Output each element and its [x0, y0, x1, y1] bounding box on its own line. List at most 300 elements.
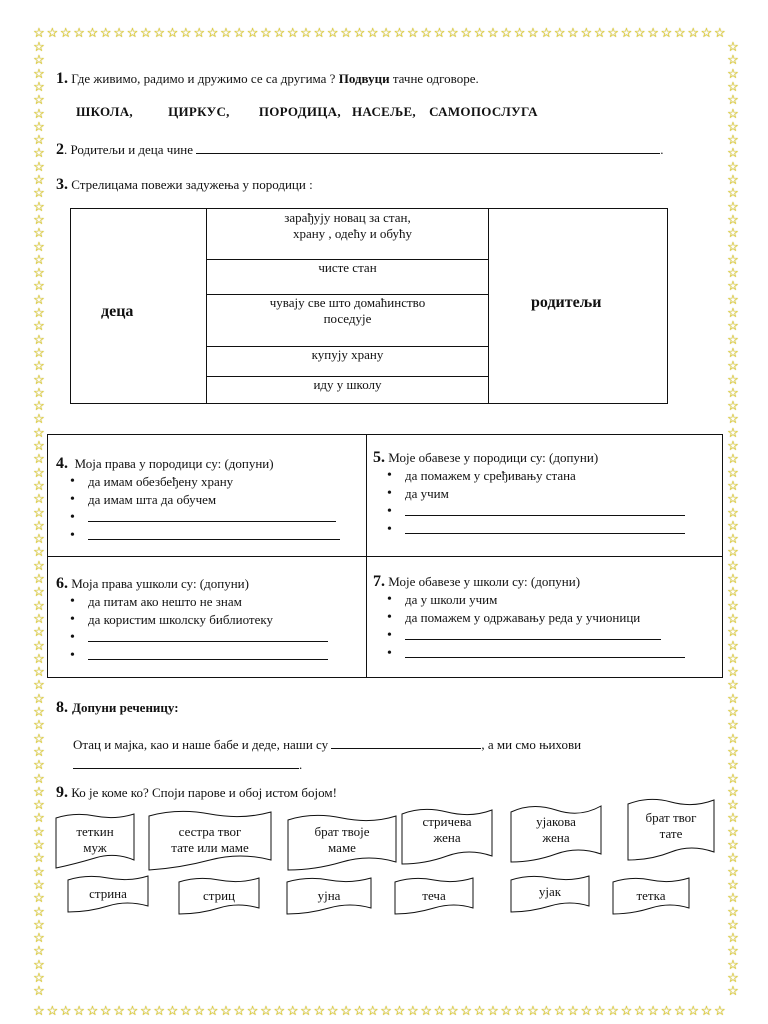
- star-icon: ☆: [33, 65, 45, 81]
- star-icon: ☆: [727, 850, 739, 866]
- star-icon: ☆: [540, 25, 553, 40]
- duty-row[interactable]: [207, 347, 488, 377]
- q1-option: НАСЕЉЕ,: [352, 104, 416, 119]
- q8-number: 8.: [56, 699, 68, 716]
- star-icon: ☆: [607, 25, 619, 40]
- star-icon: ☆: [33, 411, 45, 427]
- duty-row[interactable]: [207, 295, 488, 347]
- q8-sentence: [73, 735, 673, 775]
- star-icon: ☆: [260, 25, 272, 40]
- star-icon: ☆: [513, 25, 526, 40]
- duties-table: [70, 208, 668, 404]
- children-cell[interactable]: [71, 209, 207, 403]
- q2-end: .: [660, 142, 664, 157]
- q2-answer-line[interactable]: [196, 142, 660, 154]
- star-icon: ☆: [340, 1003, 352, 1018]
- star-icon: ☆: [513, 1003, 526, 1018]
- star-icon: ☆: [727, 970, 739, 985]
- star-icon: ☆: [420, 25, 432, 40]
- question-1: [56, 70, 479, 88]
- star-icon: ☆: [727, 610, 739, 626]
- q7-text: Моје обавезе у школи су: (допуни): [388, 574, 581, 589]
- star-icon: ☆: [727, 291, 739, 307]
- star-icon: ☆: [59, 25, 72, 40]
- star-icon: ☆: [33, 876, 45, 892]
- relation-text: ујак: [538, 884, 562, 899]
- q2-text: . Родитељи и деца чине: [64, 142, 194, 157]
- star-icon: ☆: [727, 477, 739, 493]
- star-icon: ☆: [33, 491, 45, 507]
- star-icon: ☆: [727, 305, 739, 320]
- q7-blank-item[interactable]: [373, 645, 718, 663]
- star-icon: ☆: [33, 118, 45, 134]
- relation-text: ујакова: [536, 814, 576, 829]
- star-icon: ☆: [220, 1003, 232, 1018]
- star-icon: ☆: [33, 557, 45, 573]
- star-icon: ☆: [166, 1003, 179, 1018]
- star-icon: ☆: [353, 1003, 366, 1018]
- star-icon: ☆: [460, 25, 473, 40]
- duty-text: поседује: [323, 311, 372, 326]
- relation-text: маме: [328, 840, 356, 855]
- star-icon: ☆: [580, 1003, 593, 1018]
- relation-text: стриц: [202, 888, 236, 903]
- q1-option: ПОРОДИЦА,: [258, 104, 341, 119]
- star-icon: ☆: [33, 384, 45, 400]
- star-icon: ☆: [607, 1003, 619, 1018]
- star-icon: ☆: [567, 1003, 579, 1018]
- star-icon: ☆: [727, 956, 739, 972]
- star-icon: ☆: [727, 52, 739, 68]
- star-icon: ☆: [527, 1003, 539, 1018]
- star-icon: ☆: [33, 571, 45, 586]
- star-icon: ☆: [727, 251, 739, 267]
- star-icon: ☆: [406, 1003, 419, 1018]
- q8-sentence-a: Отац и мајка, као и наше бабе и деде, наши су: [73, 737, 329, 752]
- star-icon: ☆: [380, 25, 392, 40]
- q5-text: Моје обавезе у породици су: (допуни): [388, 450, 599, 465]
- star-icon: ☆: [33, 358, 45, 374]
- parents-label: родитељи: [531, 294, 602, 311]
- star-icon: ☆: [33, 477, 45, 493]
- star-icon: ☆: [33, 770, 45, 786]
- star-icon: ☆: [33, 637, 45, 653]
- q4-blank-item[interactable]: [56, 509, 361, 527]
- star-icon: ☆: [33, 251, 45, 267]
- star-icon: ☆: [33, 584, 45, 600]
- star-icon: ☆: [33, 464, 45, 480]
- star-icon: ☆: [33, 265, 45, 281]
- duty-row[interactable]: [207, 377, 488, 403]
- relation-text: сестра твог: [178, 824, 242, 839]
- star-icon: ☆: [59, 1003, 72, 1018]
- star-icon: ☆: [153, 25, 165, 40]
- relation-card[interactable]: [55, 812, 135, 870]
- star-icon: ☆: [727, 464, 739, 480]
- star-icon: ☆: [33, 690, 45, 706]
- star-icon: ☆: [727, 398, 739, 414]
- star-icon: ☆: [727, 424, 739, 440]
- q1-number: 1.: [56, 70, 68, 87]
- star-icon: ☆: [33, 132, 45, 148]
- star-icon: ☆: [86, 1003, 99, 1018]
- star-icon: ☆: [727, 504, 739, 520]
- star-icon: ☆: [673, 1003, 686, 1018]
- star-icon: ☆: [33, 717, 45, 733]
- star-icon: ☆: [113, 1003, 125, 1018]
- q5-blank-item[interactable]: [373, 521, 718, 539]
- star-icon: ☆: [727, 39, 739, 54]
- star-icon: ☆: [33, 983, 45, 999]
- relation-text: стричева: [422, 814, 472, 829]
- star-icon: ☆: [33, 504, 45, 520]
- star-icon: ☆: [727, 943, 739, 959]
- question-3: [56, 176, 313, 194]
- q8-sentence-b: , а ми смо њихови: [481, 737, 582, 752]
- star-icon: ☆: [687, 1003, 699, 1018]
- star-icon: ☆: [727, 384, 739, 400]
- star-icon: ☆: [647, 25, 659, 40]
- q1-option: ЦИРКУС,: [168, 104, 230, 119]
- q8-answer-line[interactable]: [331, 737, 481, 749]
- star-icon: ☆: [727, 278, 739, 294]
- star-icon: ☆: [33, 544, 45, 560]
- star-icon: ☆: [727, 571, 739, 586]
- star-icon: ☆: [393, 25, 406, 40]
- star-icon: ☆: [727, 890, 739, 906]
- relation-text: ујна: [317, 888, 341, 903]
- q9-number: 9.: [56, 784, 68, 801]
- star-icon: ☆: [420, 1003, 432, 1018]
- star-icon: ☆: [727, 225, 739, 241]
- q7-item: • да помажем у одржавању реда у учионици: [373, 609, 718, 627]
- star-icon: ☆: [727, 677, 739, 693]
- q1-rest: тачне одговоре.: [392, 71, 479, 86]
- star-icon: ☆: [193, 25, 206, 40]
- q5-item: • да помажем у сређивању стана: [373, 467, 718, 485]
- star-icon: ☆: [33, 145, 45, 161]
- q6-blank-item[interactable]: [56, 629, 361, 647]
- star-icon: ☆: [460, 1003, 473, 1018]
- duty-text: чисте стан: [318, 260, 377, 275]
- star-icon: ☆: [553, 25, 566, 40]
- star-icon: ☆: [366, 25, 379, 40]
- relation-text: стрина: [89, 886, 127, 901]
- q1-options: [76, 104, 538, 120]
- star-icon: ☆: [99, 25, 112, 40]
- star-icon: ☆: [727, 438, 739, 453]
- star-icon: ☆: [33, 970, 45, 985]
- relation-card[interactable]: [510, 874, 590, 914]
- star-icon: ☆: [727, 132, 739, 148]
- star-icon: ☆: [33, 610, 45, 626]
- star-icon: ☆: [727, 92, 739, 108]
- star-icon: ☆: [113, 25, 125, 40]
- q8-end: .: [299, 757, 303, 772]
- star-icon: ☆: [727, 597, 739, 613]
- star-icon: ☆: [139, 1003, 152, 1018]
- star-icon: ☆: [727, 743, 739, 759]
- star-icon: ☆: [727, 637, 739, 653]
- parents-cell[interactable]: [488, 209, 668, 403]
- star-icon: ☆: [33, 238, 45, 254]
- relation-card[interactable]: [178, 876, 260, 916]
- star-icon: ☆: [33, 943, 45, 959]
- star-icon: ☆: [527, 25, 539, 40]
- duty-text: иду у школу: [313, 377, 382, 392]
- star-icon: ☆: [406, 25, 419, 40]
- q7-item: • да у школи учим: [373, 591, 718, 609]
- star-icon: ☆: [73, 1003, 85, 1018]
- star-icon: ☆: [633, 25, 646, 40]
- duties-list: [207, 209, 488, 403]
- star-icon: ☆: [33, 783, 45, 799]
- star-icon: ☆: [620, 1003, 633, 1018]
- star-icon: ☆: [326, 25, 339, 40]
- star-icon: ☆: [286, 1003, 299, 1018]
- star-icon: ☆: [727, 930, 739, 946]
- star-icon: ☆: [727, 690, 739, 706]
- star-icon: ☆: [727, 411, 739, 427]
- q5-blank-item[interactable]: [373, 503, 718, 521]
- star-icon: ☆: [273, 1003, 286, 1018]
- star-icon: ☆: [727, 172, 739, 187]
- star-icon: ☆: [366, 1003, 379, 1018]
- grid-divider: [48, 556, 722, 557]
- star-icon: ☆: [33, 863, 45, 879]
- star-icon: ☆: [33, 597, 45, 613]
- star-icon: ☆: [33, 371, 45, 387]
- star-icon: ☆: [727, 238, 739, 254]
- star-icon: ☆: [260, 1003, 272, 1018]
- star-icon: ☆: [727, 198, 739, 214]
- q4-text: Моја права у породици су: (допуни): [74, 456, 274, 471]
- relation-text: жена: [433, 830, 461, 845]
- star-icon: ☆: [326, 1003, 339, 1018]
- star-icon: ☆: [33, 730, 45, 746]
- star-icon: ☆: [727, 983, 739, 999]
- relation-card[interactable]: [510, 802, 602, 864]
- relation-card[interactable]: [401, 806, 493, 866]
- star-icon: ☆: [487, 1003, 499, 1018]
- star-icon: ☆: [727, 823, 739, 839]
- star-icon: ☆: [33, 305, 45, 320]
- q4-item: • да имам шта да обучем: [56, 491, 361, 509]
- star-icon: ☆: [500, 25, 513, 40]
- q5-item: • да учим: [373, 485, 718, 503]
- children-label: деца: [101, 303, 134, 320]
- star-icon: ☆: [473, 25, 486, 40]
- star-icon: ☆: [33, 52, 45, 68]
- star-icon: ☆: [727, 517, 739, 533]
- star-icon: ☆: [727, 371, 739, 387]
- star-icon: ☆: [727, 358, 739, 374]
- q4-blank-item[interactable]: [56, 527, 361, 545]
- question-7: [373, 573, 718, 663]
- star-icon: ☆: [33, 78, 45, 94]
- relation-card[interactable]: [394, 876, 474, 916]
- star-icon: ☆: [673, 25, 686, 40]
- duty-row[interactable]: [207, 260, 488, 295]
- star-icon: ☆: [727, 903, 739, 919]
- star-icon: ☆: [727, 837, 739, 852]
- star-icon: ☆: [727, 158, 739, 174]
- star-icon: ☆: [727, 185, 739, 201]
- star-icon: ☆: [540, 1003, 553, 1018]
- star-icon: ☆: [33, 810, 45, 826]
- star-icon: ☆: [246, 25, 259, 40]
- star-icon: ☆: [33, 517, 45, 533]
- star-icon: ☆: [500, 1003, 513, 1018]
- star-icon: ☆: [727, 544, 739, 560]
- star-icon: ☆: [487, 25, 499, 40]
- star-icon: ☆: [86, 25, 99, 40]
- star-icon: ☆: [727, 797, 739, 813]
- star-icon: ☆: [33, 930, 45, 946]
- star-icon: ☆: [33, 318, 45, 334]
- star-icon: ☆: [340, 25, 352, 40]
- q2-number: 2: [56, 141, 64, 158]
- star-icon: ☆: [433, 1003, 446, 1018]
- star-icon: ☆: [727, 65, 739, 81]
- star-icon: ☆: [727, 730, 739, 746]
- relation-card[interactable]: [286, 876, 372, 916]
- relation-card[interactable]: [627, 796, 715, 862]
- relation-card[interactable]: [612, 876, 690, 916]
- relation-text: жена: [542, 830, 570, 845]
- star-icon: ☆: [166, 25, 179, 40]
- question-2: [56, 141, 664, 159]
- star-icon: ☆: [33, 916, 45, 932]
- star-icon: ☆: [126, 25, 139, 40]
- star-icon: ☆: [727, 664, 739, 680]
- q3-text: Стрелицама повежи задужења у породици :: [71, 177, 313, 192]
- star-icon: ☆: [647, 1003, 659, 1018]
- star-icon: ☆: [727, 757, 739, 773]
- q1-bold: Подвуци: [338, 71, 390, 86]
- star-icon: ☆: [180, 1003, 192, 1018]
- star-icon: ☆: [727, 491, 739, 507]
- relation-card[interactable]: [287, 812, 397, 872]
- duty-text: чувају све што домаћинство: [269, 295, 426, 310]
- q5-number: 5.: [373, 449, 385, 466]
- star-icon: ☆: [33, 172, 45, 187]
- star-icon: ☆: [660, 1003, 673, 1018]
- star-icon: ☆: [33, 704, 45, 719]
- star-icon: ☆: [33, 650, 45, 666]
- star-icon: ☆: [139, 25, 152, 40]
- star-icon: ☆: [593, 25, 606, 40]
- star-icon: ☆: [153, 1003, 165, 1018]
- star-icon: ☆: [126, 1003, 139, 1018]
- star-icon: ☆: [180, 25, 192, 40]
- relation-card[interactable]: [67, 874, 149, 914]
- star-icon: ☆: [727, 344, 739, 360]
- star-icon: ☆: [220, 25, 232, 40]
- star-icon: ☆: [727, 318, 739, 334]
- star-icon: ☆: [727, 584, 739, 600]
- relation-text: тетка: [636, 888, 666, 903]
- star-icon: ☆: [300, 1003, 312, 1018]
- star-icon: ☆: [46, 25, 59, 40]
- q1-option: САМОПОСЛУГА: [429, 104, 538, 119]
- duty-row[interactable]: [207, 209, 488, 260]
- q1-text: Где живимо, радимо и дружимо се са другима ?: [71, 71, 336, 86]
- q8-title: Допуни реченицу:: [72, 700, 179, 715]
- q7-number: 7.: [373, 573, 385, 590]
- star-icon: ☆: [593, 1003, 606, 1018]
- star-icon: ☆: [33, 743, 45, 759]
- star-icon: ☆: [727, 265, 739, 281]
- star-icon: ☆: [246, 1003, 259, 1018]
- star-icon: ☆: [99, 1003, 112, 1018]
- star-icon: ☆: [33, 278, 45, 294]
- star-icon: ☆: [727, 557, 739, 573]
- star-icon: ☆: [313, 1003, 326, 1018]
- star-icon: ☆: [33, 837, 45, 852]
- star-icon: ☆: [727, 105, 739, 121]
- star-icon: ☆: [687, 25, 699, 40]
- star-icon: ☆: [714, 25, 726, 40]
- star-icon: ☆: [727, 531, 739, 547]
- star-icon: ☆: [233, 25, 246, 40]
- star-icon: ☆: [273, 25, 286, 40]
- relation-card[interactable]: [148, 808, 272, 872]
- relation-text: брат твог: [645, 810, 697, 825]
- question-5: [373, 449, 718, 539]
- star-icon: ☆: [33, 291, 45, 307]
- duty-text: храну , одећу и обућу: [292, 226, 413, 241]
- duty-text: зарађују новац за стан,: [284, 210, 411, 225]
- star-icon: ☆: [33, 211, 45, 227]
- duty-text: купују храну: [311, 347, 384, 362]
- star-icon: ☆: [33, 850, 45, 866]
- question-6: [56, 575, 361, 665]
- star-icon: ☆: [33, 903, 45, 919]
- star-icon: ☆: [380, 1003, 392, 1018]
- star-icon: ☆: [633, 1003, 646, 1018]
- relation-text: брат твоје: [314, 824, 370, 839]
- star-icon: ☆: [33, 677, 45, 693]
- star-icon: ☆: [727, 863, 739, 879]
- star-icon: ☆: [567, 25, 579, 40]
- q7-blank-item[interactable]: [373, 627, 718, 645]
- q8-answer-line[interactable]: [73, 757, 299, 769]
- star-icon: ☆: [33, 198, 45, 214]
- relation-text: теткин: [76, 824, 114, 839]
- star-icon: ☆: [46, 1003, 59, 1018]
- star-icon: ☆: [447, 1003, 459, 1018]
- star-icon: ☆: [714, 1003, 726, 1018]
- star-icon: ☆: [660, 25, 673, 40]
- star-icon: ☆: [473, 1003, 486, 1018]
- star-icon: ☆: [727, 624, 739, 640]
- star-icon: ☆: [33, 158, 45, 174]
- q6-blank-item[interactable]: [56, 647, 361, 665]
- star-icon: ☆: [33, 451, 45, 467]
- star-icon: ☆: [33, 797, 45, 813]
- star-icon: ☆: [433, 25, 446, 40]
- star-icon: ☆: [33, 890, 45, 906]
- star-icon: ☆: [33, 25, 45, 40]
- q4-number: 4.: [56, 455, 68, 472]
- star-icon: ☆: [206, 1003, 219, 1018]
- rights-duties-grid: [47, 434, 723, 678]
- q3-number: 3.: [56, 176, 68, 193]
- star-icon: ☆: [727, 650, 739, 666]
- star-icon: ☆: [727, 770, 739, 786]
- star-icon: ☆: [447, 25, 459, 40]
